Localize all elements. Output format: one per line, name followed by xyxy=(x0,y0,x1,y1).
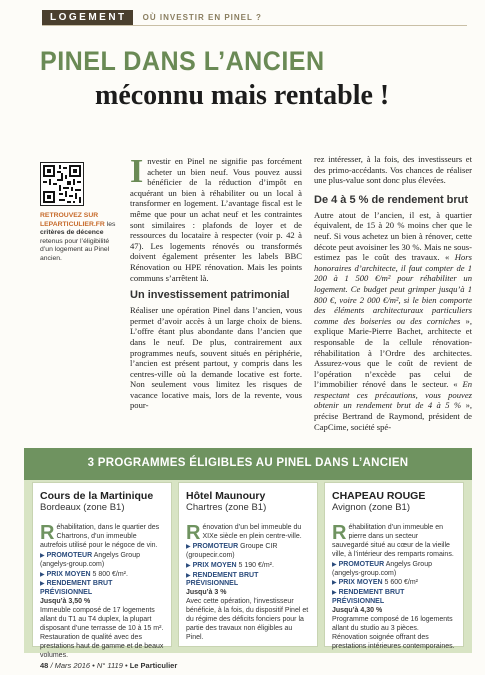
program-dropcap: R xyxy=(332,522,347,544)
intro-text: nvestir en Pinel ne signifie pas forcément acheter un bien neuf. Vous pouvez aussi bénéficier de la réduction d’impôt en acquérant un bien à réhabiliter ou un local à transformer en logement. L’avantage fiscal est le même que pour un achat neuf et les contraintes sont similaires : plafonds de loyer et de ressources du locataire à respecter (voir p. 42 à 47). Les logements rénovés ou transformés doivent également présenter les labels BBC Rénovation ou HPE rénovation. Mais les points communs s’arrêtent là. xyxy=(130,156,302,283)
drop-cap: I xyxy=(130,153,144,190)
qr-caption xyxy=(40,212,116,264)
program-dropcap: R xyxy=(40,522,55,544)
section-tag: LOGEMENT xyxy=(42,10,133,25)
prix-value: 5 190 €/m². xyxy=(238,561,274,569)
program-card xyxy=(32,482,172,659)
program-details: Programme composé de 16 logements allant du studio au 3 pièces. Rénovation soignée offrant des prestations intérieures contemporaines. xyxy=(332,616,455,650)
program-title: Hôtel Maunoury xyxy=(186,490,266,502)
program-promoteur xyxy=(186,543,310,561)
paragraph-continued: rez intéresser, à la fois, des investisseurs et des primo-accédants. Vos chances de réaliser une plus-value sont donc plus élevées. xyxy=(314,154,472,186)
rendement-label: RENDEMENT BRUT PRÉVISIONNEL xyxy=(186,571,259,588)
program-rendement xyxy=(186,572,310,590)
qr-lead: les xyxy=(106,220,116,228)
rendement-value-text: Jusqu’à 3 % xyxy=(186,589,227,597)
program-intro-text: éhabilitation d’un immeuble en pierre dans un secteur sauvegardé situé au cœur de la vieille ville, à l’intérieur des remparts romains. xyxy=(332,524,454,558)
rendement-label: RENDEMENT BRUT PRÉVISIONNEL xyxy=(332,589,405,606)
program-intro xyxy=(332,524,456,560)
program-prix xyxy=(40,571,164,580)
prix-label: PRIX MOYEN xyxy=(192,561,237,569)
rendement-text-e: », précise Bertrand de Raymond, président de CapCime, société spé- xyxy=(314,400,473,432)
programs-cards xyxy=(32,482,464,659)
promoteur-value: Angelys Group (angelys-group.com) xyxy=(40,551,140,568)
program-prix xyxy=(186,562,310,571)
prix-label: PRIX MOYEN xyxy=(46,570,91,578)
triangle-icon: ▶ xyxy=(40,552,45,559)
rendement-value-text: Jusqu’à 4,30 % xyxy=(332,607,383,615)
promoteur-label: PROMOTEUR xyxy=(192,542,239,550)
promoteur-label: PROMOTEUR xyxy=(46,551,93,559)
subhead-patrimonial: Un investissement patrimonial xyxy=(130,289,290,302)
program-rendement xyxy=(332,589,456,607)
prix-value: 5 600 €/m² xyxy=(384,579,418,587)
qr-code-icon[interactable] xyxy=(40,162,84,206)
program-location: Avignon (zone B1) xyxy=(332,502,410,513)
triangle-icon: ▶ xyxy=(332,561,337,568)
program-intro-text: énovation d’un bel immeuble du XIXe siècle en plein centre-ville. xyxy=(202,524,302,540)
program-rendement xyxy=(40,580,164,598)
section-topic: OÙ INVESTIR EN PINEL ? xyxy=(142,13,262,22)
program-promoteur xyxy=(332,561,456,579)
program-intro xyxy=(186,524,310,542)
issue-info: / Mars 2016 • N° 1119 • xyxy=(50,661,128,670)
headline-line2: méconnu mais rentable ! xyxy=(95,80,390,111)
qr-rest: retenus pour l’éligibilité d’un logement au Pinel ancien. xyxy=(40,237,110,262)
article-column-1 xyxy=(130,153,302,411)
program-card xyxy=(324,482,464,650)
quote-architect: Hors honoraires d’architecte, il faut compter de 1 200 à 1 500 €/m² pour réhabiliter un logement. Ce budget peut grimper jusqu’à 1 800 €, voire 2 000 €/m², si le bien comporte des éléments architecturaux particuliers comme des boiseries ou des corniches xyxy=(314,252,472,326)
promoteur-value: Angelys Group (angelys-group.com) xyxy=(332,560,432,577)
rubric-divider xyxy=(42,25,467,26)
programs-box-heading: 3 PROGRAMMES ÉLIGIBLES AU PINEL DANS L’ANCIEN xyxy=(24,448,472,480)
triangle-icon: ▶ xyxy=(186,543,191,550)
program-title: CHAPEAU ROUGE xyxy=(332,490,426,502)
program-intro xyxy=(40,524,164,551)
program-details: Immeuble composé de 17 logements allant du T1 au T4 duplex, la plupart disposant d’une terrasse de 10 à 15 m². Restauration de qualité avec des prestations haut de gamme et de beaux volumes. xyxy=(40,607,164,659)
rendement-label: RENDEMENT BRUT PRÉVISIONNEL xyxy=(40,580,113,597)
qr-link-text[interactable]: RETROUVEZ SUR LEPARTICULIER.FR xyxy=(40,212,105,228)
qr-emphasis: critères de décence xyxy=(40,229,104,237)
section-rubric xyxy=(42,10,262,25)
page-footer xyxy=(40,661,177,670)
prix-label: PRIX MOYEN xyxy=(338,579,383,587)
program-details: Avec cette opération, l’investisseur bénéficie, à la fois, du dispositif Pinel et du régime des déficits fonciers pour la partie des travaux non éligibles au Pinel. xyxy=(186,598,309,641)
triangle-icon: ▶ xyxy=(186,572,191,579)
program-dropcap: R xyxy=(186,522,201,544)
rendement-value xyxy=(332,607,456,616)
promoteur-value: Groupe CIR (groupecir.com) xyxy=(186,542,278,559)
program-title: Cours de la Martinique xyxy=(40,490,154,502)
subhead-rendement: De 4 à 5 % de rendement brut xyxy=(314,193,469,206)
rendement-value-text: Jusqu’à 3,50 % xyxy=(40,598,91,606)
page-number: 48 xyxy=(40,661,49,670)
program-card xyxy=(178,482,318,647)
program-prix xyxy=(332,579,456,588)
headline-line1: PINEL DANS L’ANCIEN xyxy=(40,46,325,76)
rendement-text-a: Autre atout de l’ancien, il est, à quartier équivalent, de 15 à 20 % moins cher que le neuf. Si vous achetez un bien à rénover, cette décote peut avoisiner les 30 %. Mais ne sous-estimez pas le coût des travaux. « xyxy=(314,209,472,263)
triangle-icon: ▶ xyxy=(332,580,337,587)
triangle-icon: ▶ xyxy=(186,562,191,569)
triangle-icon: ▶ xyxy=(332,590,337,597)
magazine-name: Le Particulier xyxy=(129,661,178,670)
article-column-2 xyxy=(314,154,472,432)
rendement-value xyxy=(40,598,164,607)
rendement-text-c: », explique Marie-Pierre Bachet, architecte et responsable de la cellule rénovation-réhabilitation à l’Ordre des architectes. Assurez-vous que le coût de revient de l’opération n’excède pas celui de l’immobilier rénové dans le secteur. « xyxy=(314,315,472,390)
prix-value: 5 800 €/m². xyxy=(92,570,128,578)
promoteur-label: PROMOTEUR xyxy=(338,560,385,568)
program-location: Bordeaux (zone B1) xyxy=(40,502,125,513)
triangle-icon: ▶ xyxy=(40,571,45,578)
paragraph-rendement xyxy=(314,210,472,432)
program-promoteur xyxy=(40,552,164,570)
triangle-icon: ▶ xyxy=(40,581,45,588)
rendement-value xyxy=(186,589,310,598)
paragraph-patrimonial: Réaliser une opération Pinel dans l’ancien, vous permet d’avoir accès à un large choix de biens. L’offre étant plus abondante dans l’ancien que dans le neuf. De plus, contrairement aux programmes neufs, souvent situés en périphérie, l’ancien est présent partout, y compris dans les centres-ville où la demande locative est forte. Non seulement vous limitez les risques de vacance locative mais, lors de la revente, vous pour- xyxy=(130,305,302,411)
programs-box xyxy=(24,448,472,659)
intro-paragraph xyxy=(130,153,302,283)
program-intro-text: éhabilitation, dans le quartier des Chartrons, d’un immeuble autrefois utilisé pour le négoce de vin. xyxy=(40,524,160,549)
quote-capcime: En respectant ces précautions, vous pouvez obtenir un rendement brut de 4 à 5 % xyxy=(314,379,472,411)
program-location: Chartres (zone B1) xyxy=(186,502,267,513)
